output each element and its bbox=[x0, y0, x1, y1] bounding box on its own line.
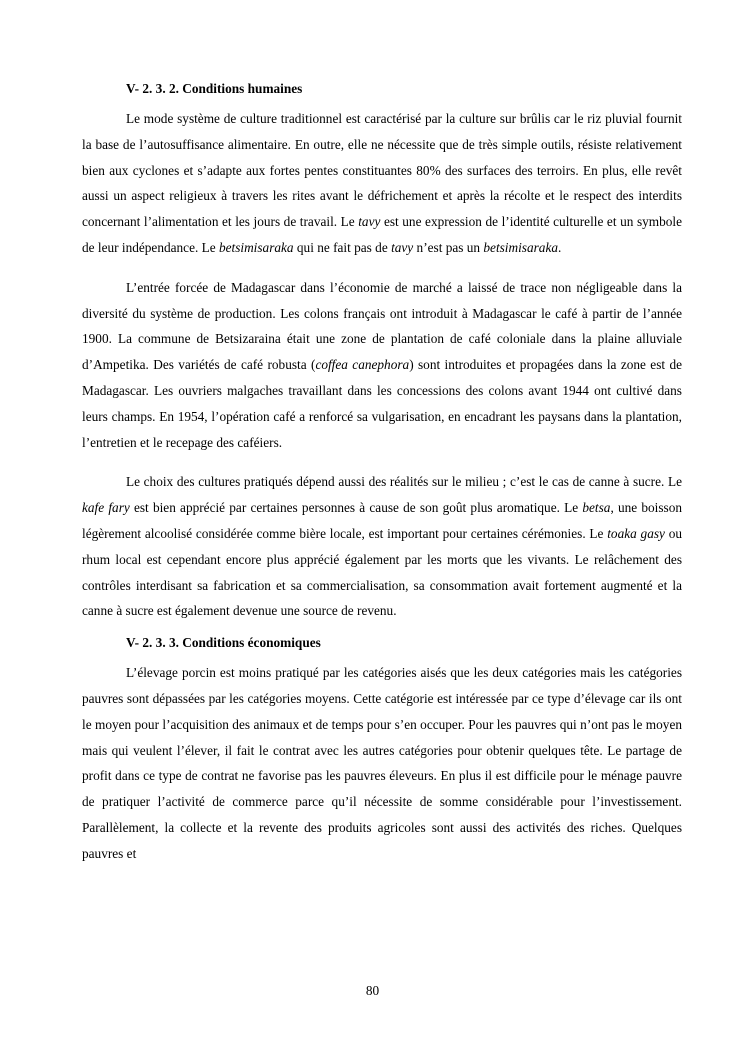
paragraph-elevage-porcin: L’élevage porcin est moins pratiqué par les catégories aisés que les deux catégories mais les catégories pauvres sont dépassées par les catégories moyens. Cette catégorie est intéressée par ce type d’élevage car ils ont le moyen pour l’acquisition des animaux et de temps pour s’en occuper. Pour les pauvres qui n’ont pas le moyen mais qui veulent l’élever, il fait le contrat avec les autres catégories pour obtenir quelques tête. Le partage de profit dans ce type de contrat ne favorise pas les pauvres éleveurs. En plus il est difficile pour le ménage pauvre de pratiquer l’activité de commerce parce qu’il nécessite de somme considérable pour l’investissement. Parallèlement, la collecte et la revente des produits agricoles sont aussi des activités des riches. Quelques pauvres et bbox=[82, 665, 682, 861]
paragraph-economie-de-marche: L’entrée forcée de Madagascar dans l’économie de marché a laissé de trace non négligeable dans la diversité du système de production. Les colons français ont introduit à Madagascar le café à partir de l’année 1900. La commune de Betsizaraina était une zone de plantation de café coloniale dans la plaine alluviale d’Ampetika. Des variétés de café robusta (coffea canephora) sont introduites et propagées dans la zone est de Madagascar. Les ouvriers malgaches travaillant dans les concessions des colons avant 1944 ont cultivé dans leurs champs. En 1954, l’opération café a renforcé sa vulgarisation, en encadrant les paysans dans la plantation, l’entretien et le recepage des caféiers. bbox=[82, 279, 683, 450]
paragraph-culture-traditionnelle: Le mode système de culture traditionnel est caractérisé par la culture sur brûlis car le riz pluvial fournit la base de l’autosuffisance alimentaire. En outre, elle ne nécessite que de très simple outils, résiste relativement bien aux cyclones et s’adapte aux fortes pentes constituantes 80% des surfaces des terroirs. En plus, elle revêt aussi un aspect religieux à travers les rites avant le défrichement et après la récolte et le respect des interdits concernant l’alimentation et les jours de travail. Le tavy est une expression de l’identité culturelle et un symbole de leur indépendance. Le betsimisaraka qui ne fait pas de tavy n’est pas un betsimisaraka. bbox=[82, 111, 682, 255]
heading-conditions-economiques: V- 2. 3. 3. Conditions économiques bbox=[126, 635, 321, 651]
page-number: 80 bbox=[365, 983, 380, 998]
heading-conditions-humaines: V- 2. 3. 2. Conditions humaines bbox=[126, 81, 303, 96]
paragraph-choix-des-cultures: Le choix des cultures pratiqués dépend aussi des réalités sur le milieu ; c’est le cas de canne à sucre. Le kafe fary est bien apprécié par certaines personnes à cause de son goût plus aromatique. Le betsa, une boisson légèrement alcoolisé considérée comme bière locale, est important pour certaines cérémonies. Le toaka gasy ou rhum local est cependant encore plus apprécié également par les morts que les vivants. Le relâchement des contrôles interdisant sa fabrication et sa commercialisation, sa consommation avait fortement augmenté et la canne à sucre est également devenue une source de revenu. bbox=[82, 474, 683, 619]
document-body bbox=[82, 80, 682, 881]
